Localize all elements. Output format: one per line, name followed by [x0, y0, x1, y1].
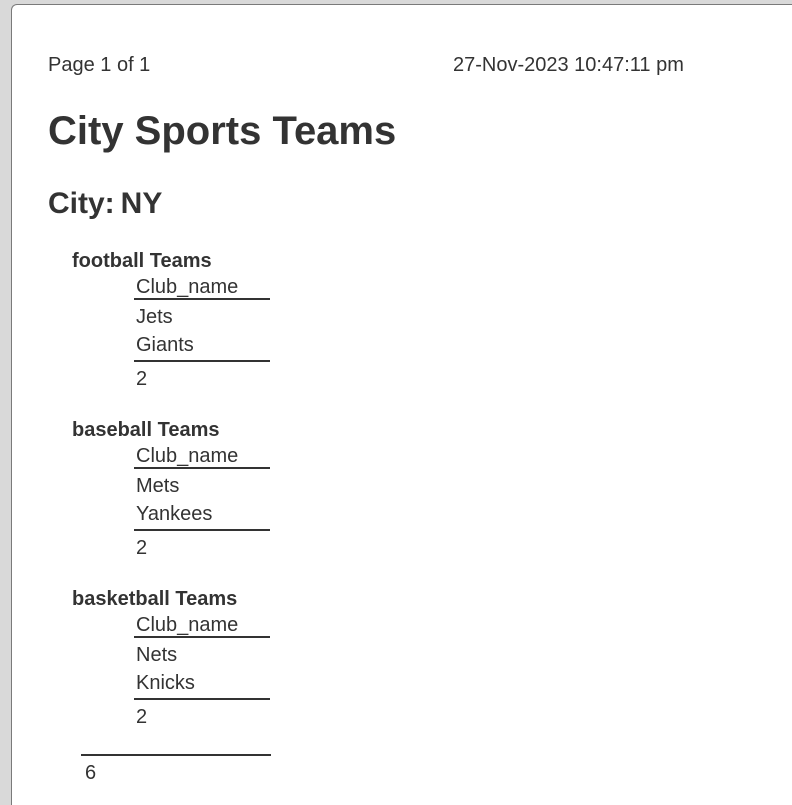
team-group-baseball	[72, 419, 302, 559]
city-value: NY	[120, 187, 163, 220]
table-row: Jets	[136, 306, 173, 328]
grand-total-divider	[81, 754, 271, 756]
group-title: baseball Teams	[72, 419, 220, 441]
report-title: City Sports Teams	[48, 109, 397, 153]
report-page	[11, 4, 792, 805]
page-number: Page 1 of 1	[48, 54, 151, 76]
table-row: Yankees	[136, 503, 213, 525]
table-row: Giants	[136, 334, 194, 356]
report-timestamp: 27-Nov-2023 10:47:11 pm	[453, 54, 684, 76]
subtotal-divider	[134, 527, 270, 531]
grand-total: 6	[85, 762, 97, 784]
club-table	[134, 272, 270, 390]
city-heading	[48, 186, 162, 222]
club-table	[134, 610, 270, 728]
column-header-club-name: Club_name	[134, 272, 270, 300]
column-header-club-name: Club_name	[134, 610, 270, 638]
group-count: 2	[136, 368, 148, 390]
subtotal-divider	[134, 696, 270, 700]
club-table	[134, 441, 270, 559]
team-group-basketball	[72, 588, 302, 728]
city-label: City:	[48, 187, 115, 220]
table-row: Mets	[136, 475, 180, 497]
group-count: 2	[136, 706, 148, 728]
group-title: basketball Teams	[72, 588, 238, 610]
table-row: Nets	[136, 644, 178, 666]
subtotal-divider	[134, 358, 270, 362]
team-group-football	[72, 250, 302, 390]
group-count: 2	[136, 537, 148, 559]
table-row: Knicks	[136, 672, 195, 694]
column-header-club-name: Club_name	[134, 441, 270, 469]
group-title: football Teams	[72, 250, 212, 272]
